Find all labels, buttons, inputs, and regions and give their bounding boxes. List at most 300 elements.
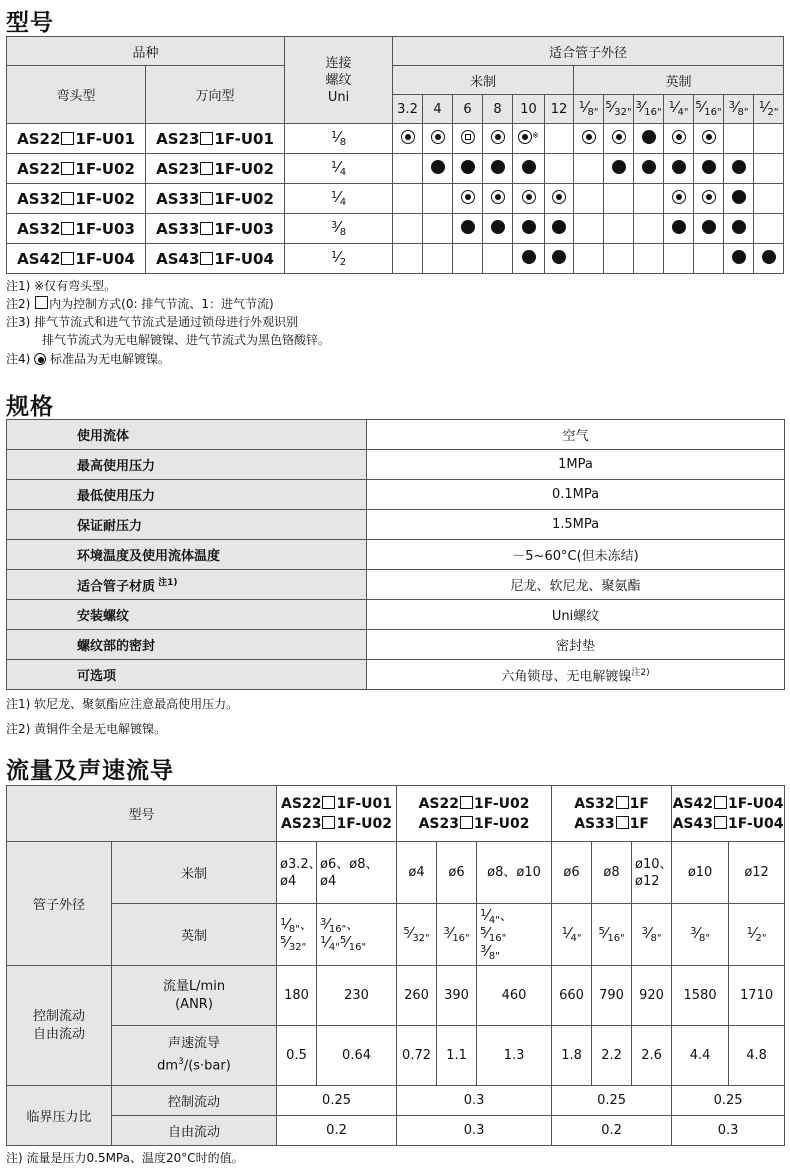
spec-label-note: 注1)	[155, 577, 178, 588]
availability-cell	[545, 244, 574, 274]
metric-od: ø6、ø8、 ø4	[317, 842, 397, 904]
thread-size	[285, 214, 393, 244]
conductance-value: 0.64	[317, 1026, 397, 1086]
availability-cell	[574, 214, 604, 244]
thread-size	[285, 184, 393, 214]
availability-cell	[664, 184, 694, 214]
flow-rate-value: 660	[552, 966, 592, 1026]
control-box-icon	[714, 816, 727, 829]
spec-value: 密封垫	[367, 630, 785, 660]
metric-label: 米制	[112, 842, 277, 904]
inch-size-4	[694, 95, 724, 124]
flow-rate-value: 920	[632, 966, 672, 1026]
availability-cell	[574, 124, 604, 154]
availability-cell	[634, 184, 664, 214]
thread-fraction: 1⁄4	[330, 157, 347, 178]
filled-circle-icon	[672, 220, 686, 234]
availability-cell	[393, 244, 423, 274]
inch-od-fraction: 1⁄4"	[561, 923, 582, 944]
filled-circle-icon	[732, 160, 746, 174]
availability-cell	[393, 124, 423, 154]
availability-cell	[545, 154, 574, 184]
availability-cell	[513, 154, 545, 184]
conductance-value: 1.3	[477, 1026, 552, 1086]
thread-fraction: 1⁄8	[330, 127, 347, 148]
inch-od-fraction: 3⁄8"	[480, 941, 500, 962]
inch-size-6	[754, 95, 784, 124]
standard-circle-icon	[582, 130, 596, 144]
availability-cell	[694, 214, 724, 244]
thread-fraction: 1⁄2	[330, 247, 347, 268]
inch-size-fraction: 5⁄16"	[695, 98, 722, 118]
filled-circle-icon	[612, 160, 626, 174]
inch-size-5	[724, 95, 754, 124]
conductance-value: 0.5	[277, 1026, 317, 1086]
inch-od-fraction: 5⁄32"	[403, 923, 430, 944]
inch-od	[437, 904, 477, 966]
model-row	[7, 124, 784, 154]
filled-circle-icon	[431, 160, 445, 174]
universal-part	[146, 214, 285, 244]
spec-note-1: 注1) 软尼龙、聚氨酯应注意最高使用压力。	[6, 697, 239, 711]
inch-od-fraction: 1⁄2"	[746, 923, 767, 944]
inch-od-fraction: 5⁄32"	[280, 932, 307, 953]
metric-od: ø10	[672, 842, 729, 904]
availability-cell	[754, 184, 784, 214]
spec-label: 最低使用压力	[7, 480, 367, 510]
metric-od: ø8、ø10	[477, 842, 552, 904]
standard-circle-icon	[431, 130, 445, 144]
inch-size-fraction: 1⁄2"	[758, 98, 779, 118]
availability-cell	[634, 214, 664, 244]
critical-control-value: 0.25	[672, 1086, 785, 1116]
conductance-value: 2.2	[592, 1026, 632, 1086]
inch-od	[592, 904, 632, 966]
model-note-3b: 排气节流式为无电解镀镍、进气节流式为黑色铬酸锌。	[42, 333, 331, 347]
control-box-icon	[200, 222, 213, 235]
spec-label: 适合管子材质 $^{注1)}$	[7, 570, 367, 600]
availability-cell	[574, 184, 604, 214]
thread-header	[285, 37, 393, 124]
thread-fraction: 3⁄8	[330, 217, 347, 238]
conductance-label: 声速流导 $dm^3/(s\cdot bar)$	[112, 1026, 277, 1086]
availability-cell	[513, 244, 545, 274]
inch-header: 英制	[574, 66, 784, 95]
conductance-value: 1.1	[437, 1026, 477, 1086]
critical-free-value: 0.3	[672, 1116, 785, 1146]
flow-model-line1: AS22 1F-U02	[418, 795, 530, 812]
flow-inch-row	[7, 904, 785, 966]
model-note-1: 注1) ※仅有弯头型。	[6, 279, 117, 293]
availability-cell	[453, 244, 483, 274]
metric-size-5: 12	[545, 95, 574, 124]
spec-label: 最高使用压力	[7, 450, 367, 480]
model-row	[7, 244, 784, 274]
availability-cell	[513, 124, 545, 154]
model-note-2-text: 内为控制方式(0: 排气节流、1：进气节流)	[49, 297, 274, 311]
inch-od: 1⁄4"、 5⁄16" 3⁄8"	[477, 904, 552, 966]
control-box-icon	[61, 222, 74, 235]
universal-part-number: AS33 1F-U03	[156, 219, 274, 238]
filled-circle-icon	[642, 160, 656, 174]
universal-part-number: AS23 1F-U02	[156, 159, 274, 178]
control-box-icon	[61, 192, 74, 205]
elbow-part	[7, 214, 146, 244]
availability-cell	[664, 214, 694, 244]
universal-part-number: AS43 1F-U04	[156, 249, 274, 268]
universal-part	[146, 154, 285, 184]
flow-note: 注) 流量是压力0.5MPa、温度20°C时的值。	[6, 1151, 244, 1165]
inch-od-fraction: 1⁄4"	[320, 932, 340, 953]
square-circle-icon	[461, 130, 475, 144]
flow-rate-value: 230	[317, 966, 397, 1026]
filled-circle-icon	[522, 250, 536, 264]
flow-model-row	[7, 786, 785, 842]
availability-cell	[754, 124, 784, 154]
flow-model-line1: AS22 1F-U01	[281, 795, 392, 812]
standard-circle-icon	[518, 130, 532, 144]
inch-od-fraction: 3⁄16"	[443, 923, 470, 944]
availability-cell	[453, 184, 483, 214]
spec-row	[7, 630, 785, 660]
critical-ratio-label: 临界压力比	[7, 1086, 112, 1146]
availability-cell	[634, 124, 664, 154]
standard-circle-icon	[702, 190, 716, 204]
elbow-part-number: AS22 1F-U02	[17, 159, 135, 178]
inch-od-fraction: 3⁄16"	[320, 914, 347, 935]
flow-rate-value: 390	[437, 966, 477, 1026]
control-box-icon	[200, 162, 213, 175]
filled-circle-icon	[522, 220, 536, 234]
spec-row	[7, 570, 785, 600]
spec-value: －5~60°C(但未冻结)	[367, 540, 785, 570]
spec-label: 环境温度及使用流体温度	[7, 540, 367, 570]
availability-cell	[604, 184, 634, 214]
spec-label: 使用流体	[7, 420, 367, 450]
inch-size-2	[634, 95, 664, 124]
control-box-icon	[322, 816, 335, 829]
availability-cell	[604, 154, 634, 184]
metric-od: ø3.2、 ø4	[277, 842, 317, 904]
conductance-value: 4.4	[672, 1026, 729, 1086]
availability-cell	[513, 214, 545, 244]
inch-od-fraction: 3⁄8"	[690, 923, 710, 944]
availability-cell	[453, 214, 483, 244]
flow-model-line2: AS43 1F-U04	[672, 815, 784, 832]
availability-cell	[664, 244, 694, 274]
filled-circle-icon	[461, 160, 475, 174]
availability-cell	[483, 184, 513, 214]
metric-size-1: 4	[423, 95, 453, 124]
inch-size-fraction: 1⁄4"	[668, 98, 689, 118]
flow-rate-label: 流量L/min (ANR)	[112, 966, 277, 1026]
control-box-icon	[61, 132, 74, 145]
flow-rate-value: 790	[592, 966, 632, 1026]
standard-symbol-icon	[34, 353, 46, 365]
inch-od	[632, 904, 672, 966]
availability-cell	[664, 124, 694, 154]
availability-cell	[423, 124, 453, 154]
flow-rate-value: 180	[277, 966, 317, 1026]
availability-cell	[393, 214, 423, 244]
availability-cell	[423, 244, 453, 274]
availability-cell	[574, 244, 604, 274]
elbow-only-mark: ※	[532, 130, 539, 140]
standard-circle-icon	[672, 190, 686, 204]
availability-cell	[634, 154, 664, 184]
universal-part	[146, 124, 285, 154]
inch-size-fraction: 3⁄8"	[728, 98, 749, 118]
elbow-part-number: AS22 1F-U01	[17, 129, 135, 148]
filled-circle-icon	[762, 250, 776, 264]
inch-od	[397, 904, 437, 966]
spec-row	[7, 540, 785, 570]
filled-circle-icon	[702, 160, 716, 174]
availability-cell	[423, 184, 453, 214]
standard-circle-icon	[672, 130, 686, 144]
spec-row	[7, 600, 785, 630]
filled-circle-icon	[552, 220, 566, 234]
thread-header-line3: Uni	[327, 89, 350, 105]
model-row	[7, 184, 784, 214]
spec-row	[7, 420, 785, 450]
availability-cell	[423, 154, 453, 184]
flow-model-line2: AS23 1F-U02	[418, 815, 530, 832]
inch-od	[672, 904, 729, 966]
critical-control-row	[7, 1086, 785, 1116]
inch-size-0	[574, 95, 604, 124]
elbow-part-number: AS32 1F-U02	[17, 189, 135, 208]
availability-cell	[724, 154, 754, 184]
model-note-2	[6, 296, 274, 312]
metric-od: ø6	[552, 842, 592, 904]
availability-cell	[694, 244, 724, 274]
availability-cell	[604, 124, 634, 154]
availability-cell	[545, 214, 574, 244]
thread-size	[285, 244, 393, 274]
availability-cell	[724, 124, 754, 154]
standard-circle-icon	[522, 190, 536, 204]
conductance-row	[7, 1026, 785, 1086]
model-row	[7, 154, 784, 184]
flow-model-group	[397, 786, 552, 842]
control-box-icon	[616, 796, 629, 809]
elbow-part	[7, 244, 146, 274]
model-note-2-prefix: 注2)	[6, 297, 35, 311]
inch-od: 1⁄8"、 5⁄32"	[277, 904, 317, 966]
flow-model-label: 型号	[7, 786, 277, 842]
elbow-part-number: AS32 1F-U03	[17, 219, 135, 238]
availability-cell	[483, 124, 513, 154]
metric-size-2: 6	[453, 95, 483, 124]
availability-cell	[393, 184, 423, 214]
filled-circle-icon	[732, 190, 746, 204]
flow-model-group	[552, 786, 672, 842]
filled-circle-icon	[552, 250, 566, 264]
standard-circle-icon	[401, 130, 415, 144]
availability-cell	[754, 244, 784, 274]
tube-od-label: 管子外径	[7, 842, 112, 966]
standard-circle-icon	[702, 130, 716, 144]
filled-circle-icon	[461, 220, 475, 234]
spec-value-note: 注2)	[631, 667, 650, 678]
availability-cell	[694, 124, 724, 154]
inch-size-fraction: 3⁄16"	[635, 98, 662, 118]
inch-od-fraction: 1⁄8"	[280, 914, 300, 935]
inch-od	[552, 904, 592, 966]
availability-cell	[694, 154, 724, 184]
conductance-value: 1.8	[552, 1026, 592, 1086]
spec-value: 空气	[367, 420, 785, 450]
spec-row	[7, 450, 785, 480]
conductance-value: 2.6	[632, 1026, 672, 1086]
availability-cell	[634, 244, 664, 274]
control-box-icon	[460, 796, 473, 809]
spec-value: 六角锁母、无电解镀镍$^{注2)}$	[367, 660, 785, 690]
standard-circle-icon	[461, 190, 475, 204]
spec-note-2: 注2) 黄铜件全是无电解镀镍。	[6, 722, 167, 736]
model-row	[7, 214, 784, 244]
standard-circle-icon	[491, 130, 505, 144]
availability-cell	[664, 154, 694, 184]
availability-cell	[545, 184, 574, 214]
flow-model-group	[672, 786, 785, 842]
flow-table	[6, 785, 785, 1146]
tube-od-header: 适合管子外径	[393, 37, 784, 66]
availability-cell	[724, 214, 754, 244]
inch-od-fraction: 5⁄16"	[480, 923, 507, 944]
universal-part	[146, 184, 285, 214]
flow-model-line2: AS23 1F-U02	[281, 815, 392, 832]
thread-fraction: 1⁄4	[330, 187, 347, 208]
inch-od-fraction: 5⁄16"	[339, 932, 367, 953]
critical-free-row	[7, 1116, 785, 1146]
inch-size-1	[604, 95, 634, 124]
control-box-icon	[200, 132, 213, 145]
spec-label: 安装螺纹	[7, 600, 367, 630]
spec-section-title: 规格	[6, 394, 54, 420]
thread-size	[285, 154, 393, 184]
inch-od: 3⁄16"、 1⁄4"5⁄16"	[317, 904, 397, 966]
control-box-icon	[460, 816, 473, 829]
spec-table	[6, 419, 785, 690]
thread-header-line1: 连接	[325, 55, 352, 71]
availability-cell	[483, 214, 513, 244]
inch-size-fraction: 1⁄8"	[578, 98, 599, 118]
flow-section-title: 流量及声速流导	[6, 758, 174, 784]
model-section-title: 型号	[6, 10, 54, 36]
elbow-part-number: AS42 1F-U04	[17, 249, 135, 268]
filled-circle-icon	[522, 160, 536, 174]
spec-label: 螺纹部的密封	[7, 630, 367, 660]
universal-part-number: AS33 1F-U02	[156, 189, 274, 208]
filled-circle-icon	[702, 220, 716, 234]
metric-od: ø10、 ø12	[632, 842, 672, 904]
inch-od-fraction: 5⁄16"	[598, 923, 625, 944]
flow-rate-value: 260	[397, 966, 437, 1026]
variety-header: 品种	[7, 37, 285, 66]
model-note-4-prefix: 注4)	[6, 352, 35, 366]
availability-cell	[483, 244, 513, 274]
conductance-value: 4.8	[729, 1026, 785, 1086]
flow-rate-value: 1580	[672, 966, 729, 1026]
inch-size-fraction: 5⁄32"	[605, 98, 632, 118]
availability-cell	[604, 244, 634, 274]
elbow-part	[7, 154, 146, 184]
model-note-3: 注3) 排气节流式和进气节流式是通过锁母进行外观识别	[6, 315, 299, 329]
spec-label: 可选项	[7, 660, 367, 690]
critical-control-value: 0.25	[277, 1086, 397, 1116]
model-body	[7, 124, 784, 274]
flow-model-group	[277, 786, 397, 842]
standard-circle-icon	[491, 190, 505, 204]
critical-free-value: 0.2	[277, 1116, 397, 1146]
universal-part-number: AS23 1F-U01	[156, 129, 274, 148]
inch-label: 英制	[112, 904, 277, 966]
filled-circle-icon	[732, 220, 746, 234]
availability-cell	[694, 184, 724, 214]
flow-rate-value: 1710	[729, 966, 785, 1026]
metric-od: ø6	[437, 842, 477, 904]
inch-size-3	[664, 95, 694, 124]
flow-model-line1: AS42 1F-U04	[672, 795, 784, 812]
control-box-icon	[61, 252, 74, 265]
control-box-icon	[714, 796, 727, 809]
control-box-icon	[35, 296, 48, 309]
availability-cell	[513, 184, 545, 214]
filled-circle-icon	[491, 220, 505, 234]
filled-circle-icon	[732, 250, 746, 264]
availability-cell	[393, 154, 423, 184]
metric-od: ø12	[729, 842, 785, 904]
model-note-4	[6, 351, 170, 367]
metric-size-3: 8	[483, 95, 513, 124]
control-box-icon	[200, 192, 213, 205]
critical-control-value: 0.25	[552, 1086, 672, 1116]
inch-od	[729, 904, 785, 966]
critical-free-value: 0.2	[552, 1116, 672, 1146]
spec-row	[7, 480, 785, 510]
spec-value: 尼龙、软尼龙、聚氨酯	[367, 570, 785, 600]
metric-size-4: 10	[513, 95, 545, 124]
critical-free-label: 自由流动	[112, 1116, 277, 1146]
flow-rate-value: 460	[477, 966, 552, 1026]
critical-control-label: 控制流动	[112, 1086, 277, 1116]
availability-cell	[574, 154, 604, 184]
control-box-icon	[61, 162, 74, 175]
control-free-label: 控制流动 自由流动	[7, 966, 112, 1086]
conductance-value: 0.72	[397, 1026, 437, 1086]
spec-row	[7, 510, 785, 540]
inch-od-fraction: 1⁄4"	[480, 905, 500, 926]
control-box-icon	[200, 252, 213, 265]
flow-model-line2: AS33 1F	[574, 815, 649, 832]
standard-circle-icon	[552, 190, 566, 204]
availability-cell	[604, 214, 634, 244]
availability-cell	[724, 244, 754, 274]
availability-cell	[453, 154, 483, 184]
spec-value: 1.5MPa	[367, 510, 785, 540]
flow-rate-row	[7, 966, 785, 1026]
standard-circle-icon	[612, 130, 626, 144]
elbow-part	[7, 184, 146, 214]
spec-label: 保证耐压力	[7, 510, 367, 540]
availability-cell	[453, 124, 483, 154]
elbow-header: 弯头型	[7, 66, 146, 124]
universal-part	[146, 244, 285, 274]
filled-circle-icon	[642, 130, 656, 144]
filled-circle-icon	[491, 160, 505, 174]
